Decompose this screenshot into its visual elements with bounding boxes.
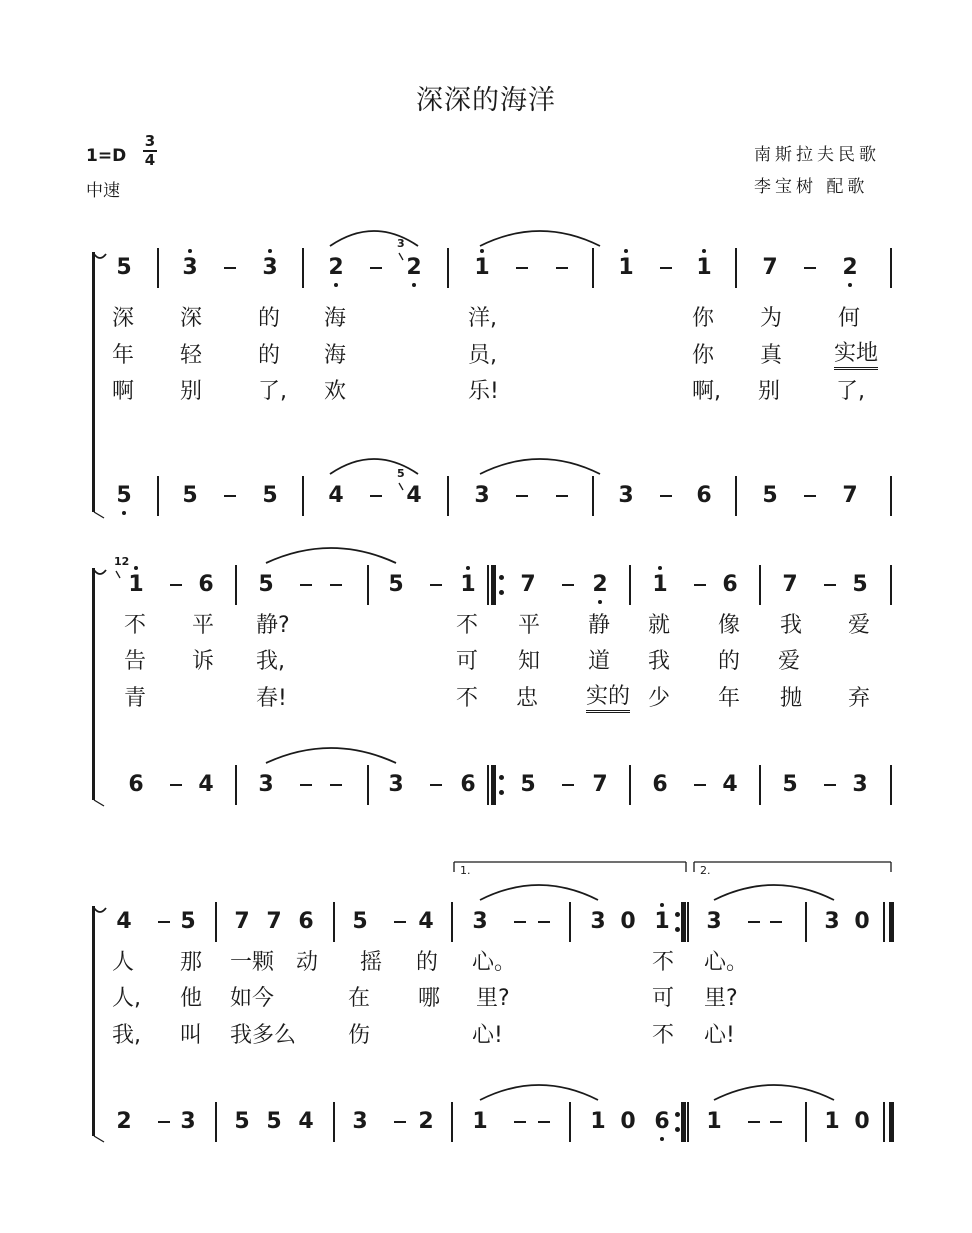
upper-note: 7 [520,572,536,597]
lyric-word: 可 [456,649,479,674]
upper-note: 3 [590,909,606,934]
upper-slur [480,231,600,246]
lower-note: 3 [618,483,634,508]
lower-dash [330,784,342,786]
lyric-word: 我, [256,649,285,674]
lyric-word: 你 [692,343,715,368]
lyric-word: 静? [256,613,290,638]
upper-note: 1 [696,255,712,280]
upper-dash [224,267,236,269]
lyric-word: 心! [472,1023,503,1048]
upper-dash [300,584,312,586]
lyric-word: 爱 [778,649,801,674]
lyric-word: 知 [518,649,541,674]
lyric-word: 心。 [704,950,749,975]
upper-dash [694,584,706,586]
repeat-dot [675,1127,680,1132]
lyric-word: 爱 [848,613,871,638]
barline [687,902,689,942]
barline [569,902,571,942]
lyric-word: 的 [718,649,741,674]
lyric-word: 年 [718,686,741,711]
final-barline-thin [883,1102,885,1142]
upper-note: 3 [472,909,488,934]
upper-octave-dot [658,566,662,570]
lower-note: 3 [352,1109,368,1134]
upper-note: 3 [706,909,722,934]
upper-dash [538,921,550,923]
upper-note: 7 [782,572,798,597]
upper-dash [158,921,170,923]
upper-note: 1 [654,909,670,934]
lyric-word: 抛 [780,686,803,711]
lyric-word: 深 [112,306,135,331]
barline [447,476,449,516]
grace-note: 5 [397,467,405,480]
lower-octave-dot [660,1137,664,1141]
lyric-word: 我多么 [230,1023,297,1048]
upper-note: 7 [762,255,778,280]
upper-slur [480,885,598,900]
lower-note: 3 [474,483,490,508]
lower-slur [480,459,600,474]
upper-octave-dot [598,600,602,604]
lower-note: 6 [128,772,144,797]
bracket-hook-top [94,254,106,258]
upper-octave-dot [848,283,852,287]
lyricist-credit: 李宝树 配歌 [754,177,869,197]
lower-note: 0 [620,1109,636,1134]
lower-note: 5 [116,483,132,508]
repeat-dot [675,912,680,917]
upper-octave-dot [188,249,192,253]
volta-label: 2. [700,864,711,877]
lyric-word: 啊 [112,379,135,404]
lower-dash [158,1121,170,1123]
upper-dash [556,267,568,269]
lower-dash [224,495,236,497]
lyric-word: 了, [258,379,287,404]
lyric-word: 实的 [586,684,630,713]
upper-dash [394,921,406,923]
upper-note: 2 [842,255,858,280]
bracket-hook-top [94,908,106,912]
barline [451,1102,453,1142]
barline [487,765,489,805]
lyric-word: 如今 [230,986,275,1011]
lower-dash [660,495,672,497]
lower-dash [556,495,568,497]
barline [805,1102,807,1142]
upper-note: 1 [128,572,144,597]
upper-dash [430,584,442,586]
lyric-word: 叫 [180,1023,203,1048]
lyric-word: 海 [324,343,347,368]
upper-octave-dot [412,283,416,287]
lower-note: 6 [460,772,476,797]
lyric-word: 忠 [516,686,539,711]
upper-note: 1 [460,572,476,597]
upper-octave-dot [624,249,628,253]
lower-note: 5 [520,772,536,797]
barline [592,476,594,516]
upper-dash [562,584,574,586]
lyric-word: 里? [476,986,510,1011]
barline [759,565,761,605]
lyric-word: 平 [518,613,541,638]
lyric-word: 心! [704,1023,735,1048]
lyric-word: 员, [468,343,497,368]
system-bracket [92,568,95,800]
lyric-word: 的 [258,306,281,331]
lyric-word: 乐! [468,379,499,404]
lyric-word: 别 [180,379,203,404]
repeat-dot [675,927,680,932]
upper-slur [714,885,834,900]
barline [687,1102,689,1142]
lyric-word: 他 [180,986,203,1011]
lyric-word: 平 [192,613,215,638]
lower-slur [480,1085,598,1100]
upper-note: 5 [116,255,132,280]
lyric-word: 不 [124,613,147,638]
upper-dash [660,267,672,269]
upper-slur [266,548,396,563]
lower-dash [748,1121,760,1123]
upper-slur [330,231,418,246]
system-bracket [92,906,95,1136]
upper-dash [516,267,528,269]
upper-octave-dot [268,249,272,253]
lower-slur [330,459,418,474]
lower-note: 7 [592,772,608,797]
barline [592,248,594,288]
lyric-word: 春! [256,686,287,711]
lyric-word: 可 [652,986,675,1011]
lyric-word: 弃 [848,686,871,711]
barline [890,765,892,805]
bracket-hook-top [94,570,106,574]
upper-dash [514,921,526,923]
lower-note: 6 [654,1109,670,1134]
lower-note: 4 [406,483,422,508]
lyric-word: 里? [704,986,738,1011]
barline [629,565,631,605]
lower-note: 5 [234,1109,250,1134]
upper-note: 7 [266,909,282,934]
lower-note: 1 [824,1109,840,1134]
lyric-word: 心。 [472,950,517,975]
lower-dash [370,495,382,497]
upper-note: 5 [852,572,868,597]
upper-dash [330,584,342,586]
lyric-word: 洋, [468,306,497,331]
lower-note: 4 [722,772,738,797]
volta-label: 1. [460,864,471,877]
upper-note: 3 [182,255,198,280]
lyric-word: 年 [112,343,135,368]
lower-note: 2 [418,1109,434,1134]
barline [759,765,761,805]
lyric-word: 人, [112,986,141,1011]
bracket-hook-bottom [94,1136,104,1142]
lyric-word: 不 [652,1023,675,1048]
lyric-word: 我, [112,1023,141,1048]
lyric-word: 动 [296,950,319,975]
lower-dash [562,784,574,786]
upper-dash [170,584,182,586]
lyric-word: 像 [718,613,741,638]
lower-dash [394,1121,406,1123]
lyric-word: 一颗 [230,950,275,975]
upper-octave-dot [660,903,664,907]
upper-note: 4 [418,909,434,934]
barline [157,476,159,516]
repeat-dot [675,1112,680,1117]
lyric-word: 为 [760,306,783,331]
upper-note: 5 [180,909,196,934]
lower-note: 3 [180,1109,196,1134]
lyric-word: 实地 [834,341,878,370]
lyric-word: 你 [692,306,715,331]
lyric-word: 欢 [324,379,347,404]
lower-dash [824,784,836,786]
upper-dash [804,267,816,269]
lower-slur [714,1085,834,1100]
lower-note: 1 [590,1109,606,1134]
barline [215,902,217,942]
barline [805,902,807,942]
barline [367,765,369,805]
barline [215,1102,217,1142]
lyric-word: 人 [112,950,135,975]
lyric-word: 海 [324,306,347,331]
lyric-word: 摇 [360,950,383,975]
repeat-barline [491,765,496,805]
lyric-word: 了, [836,379,865,404]
upper-note: 6 [722,572,738,597]
grace-stem [116,571,120,578]
bracket-hook-bottom [94,800,104,806]
lower-note: 2 [116,1109,132,1134]
lyric-word: 不 [652,950,675,975]
barline [629,765,631,805]
upper-dash [370,267,382,269]
lyric-word: 真 [760,343,783,368]
lyric-word: 哪 [418,986,441,1011]
barline [333,1102,335,1142]
upper-note: 3 [262,255,278,280]
lower-dash [430,784,442,786]
barline [487,565,489,605]
lower-note: 3 [258,772,274,797]
lower-note: 6 [652,772,668,797]
lyric-word: 何 [838,306,861,331]
barline [333,902,335,942]
barline [569,1102,571,1142]
lower-dash [694,784,706,786]
repeat-dot [499,590,504,595]
repeat-dot [499,775,504,780]
final-barline-thin [883,902,885,942]
lyric-word: 的 [258,343,281,368]
barline [890,565,892,605]
repeat-dot [499,790,504,795]
lower-note: 4 [298,1109,314,1134]
upper-octave-dot [466,566,470,570]
upper-note: 4 [116,909,132,934]
barline [735,248,737,288]
grace-note: 3 [397,237,405,250]
lower-note: 5 [782,772,798,797]
lower-note: 5 [262,483,278,508]
time-signature-numerator: 3 [144,132,156,150]
final-barline [889,1102,894,1142]
barline [451,902,453,942]
grace-note: 12 [114,555,130,568]
lower-note: 4 [328,483,344,508]
barline [302,476,304,516]
upper-note: 2 [592,572,608,597]
upper-note: 0 [854,909,870,934]
barline [302,248,304,288]
time-signature-denominator: 4 [144,151,156,169]
upper-octave-dot [334,283,338,287]
upper-note: 7 [234,909,250,934]
system-bracket [92,252,95,512]
upper-note: 3 [824,909,840,934]
upper-note: 5 [388,572,404,597]
lyric-word: 告 [124,649,147,674]
lyric-word: 就 [648,613,671,638]
repeat-barline [681,1102,686,1142]
lyric-word: 啊, [692,379,721,404]
lower-note: 1 [706,1109,722,1134]
lower-note: 6 [696,483,712,508]
lyric-word: 深 [180,306,203,331]
lower-note: 5 [266,1109,282,1134]
bracket-hook-bottom [94,512,104,518]
upper-octave-dot [134,566,138,570]
lyric-word: 的 [416,950,439,975]
upper-dash [824,584,836,586]
lower-note: 3 [852,772,868,797]
lyric-word: 那 [180,950,203,975]
barline [235,765,237,805]
upper-note: 1 [618,255,634,280]
lyric-word: 诉 [192,649,215,674]
upper-note: 5 [352,909,368,934]
barline [735,476,737,516]
lower-dash [516,495,528,497]
key-signature: 1=D [86,146,127,166]
barline [157,248,159,288]
lower-note: 0 [854,1109,870,1134]
lyric-word: 不 [456,613,479,638]
lower-dash [804,495,816,497]
upper-note: 2 [328,255,344,280]
lyric-word: 不 [456,686,479,711]
upper-dash [748,921,760,923]
lower-note: 5 [762,483,778,508]
repeat-barline [491,565,496,605]
lyric-word: 别 [758,379,781,404]
lower-note: 5 [182,483,198,508]
barline [890,248,892,288]
lyric-word: 伤 [348,1023,371,1048]
lyric-word: 青 [124,686,147,711]
lyric-word: 少 [648,686,671,711]
song-title: 深深的海洋 [416,85,556,116]
barline [367,565,369,605]
upper-note: 1 [474,255,490,280]
repeat-barline [681,902,686,942]
lower-note: 7 [842,483,858,508]
lower-note: 3 [388,772,404,797]
barline [447,248,449,288]
lyric-word: 我 [648,649,671,674]
lyric-word: 我 [780,613,803,638]
lyric-word: 轻 [180,343,203,368]
upper-note: 1 [652,572,668,597]
lower-dash [300,784,312,786]
tempo-marking: 中速 [86,181,120,201]
upper-dash [770,921,782,923]
barline [235,565,237,605]
lyric-word: 在 [348,986,371,1011]
upper-note: 0 [620,909,636,934]
upper-note: 6 [198,572,214,597]
lower-dash [170,784,182,786]
lower-octave-dot [122,511,126,515]
upper-octave-dot [480,249,484,253]
lower-dash [538,1121,550,1123]
upper-octave-dot [702,249,706,253]
lower-note: 4 [198,772,214,797]
upper-note: 6 [298,909,314,934]
lower-slur [266,748,396,763]
lower-dash [514,1121,526,1123]
lyric-word: 道 [588,649,611,674]
final-barline [889,902,894,942]
upper-note: 5 [258,572,274,597]
composer-credit: 南斯拉夫民歌 [754,145,880,165]
barline [890,476,892,516]
lyric-word: 静 [588,613,611,638]
lower-note: 1 [472,1109,488,1134]
upper-note: 2 [406,255,422,280]
repeat-dot [499,575,504,580]
lower-dash [770,1121,782,1123]
